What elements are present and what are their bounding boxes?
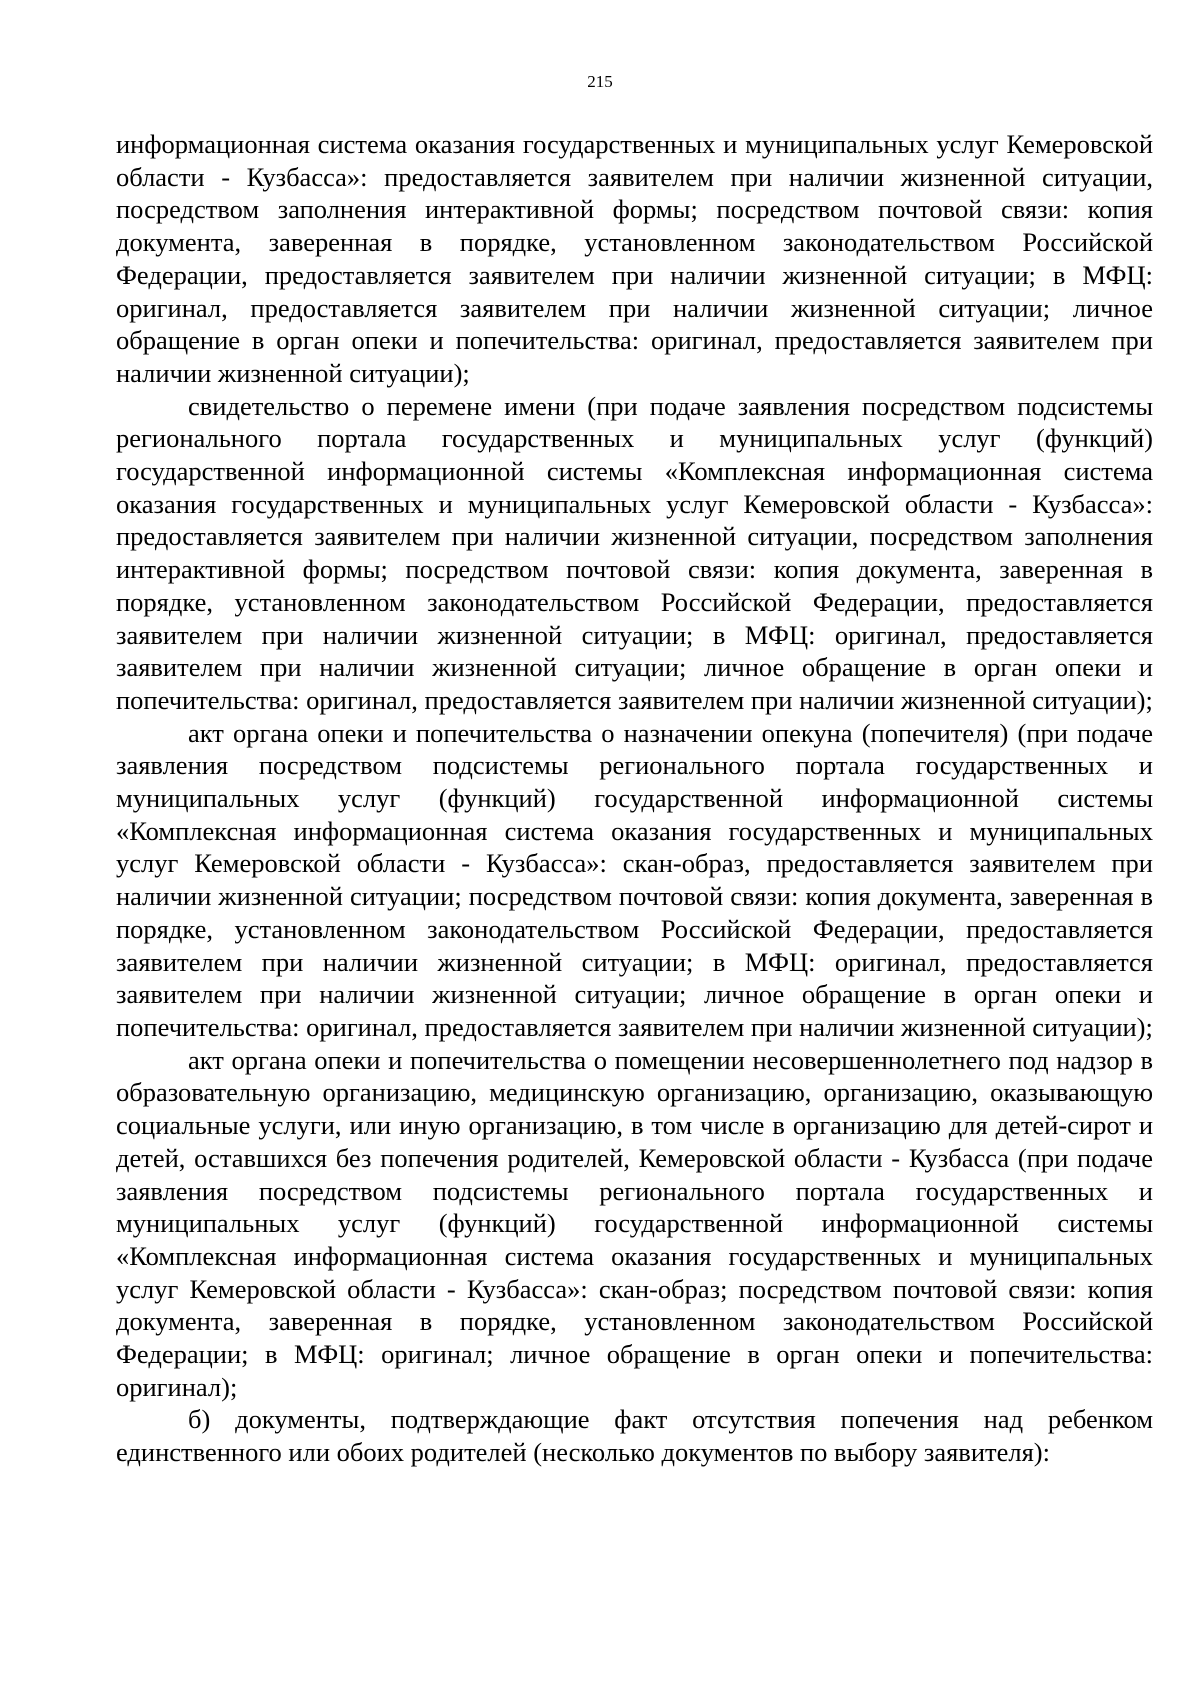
paragraph-name-change-certificate: свидетельство о перемене имени (при подаче заявления посредством подсистемы регионального портала государственных и муниципальных услуг (функций) государственной информационной системы «Комплексная информационная система оказания государственных и муниципальных услуг Кемеровской области - Кузбасса»: предоставляется заявителем при наличии жизненной ситуации, посредством заполнения интерактивной формы; посредством почтовой связи: копия документа, заверенная в порядке, установленном законодательством Российской Федерации, предоставляется заявителем при наличии жизненной ситуации; в МФЦ: оригинал, предоставляется заявителем при наличии жизненной ситуации; личное обращение в орган опеки и попечительства: оригинал, предоставляется заявителем при наличии жизненной ситуации); xyxy=(116,390,1153,715)
document-body xyxy=(116,128,1153,1469)
paragraph-supervision-placement-act: акт органа опеки и попечительства о помещении несовершеннолетнего под надзор в образовательную организацию, медицинскую организацию, организацию, оказывающую социальные услуги, или иную организацию, в том числе в организацию для детей-сирот и детей, оставшихся без попечения родителей, Кемеровской области - Кузбасса (при подаче заявления посредством подсистемы регионального портала государственных и муниципальных услуг (функций) государственной информационной системы «Комплексная информационная система оказания государственных и муниципальных услуг Кемеровской области - Кузбасса»: скан-образ; посредством почтовой связи: копия документа, заверенная в порядке, установленном законодательством Российской Федерации; в МФЦ: оригинал; личное обращение в орган опеки и попечительства: оригинал); xyxy=(116,1044,1153,1402)
paragraph-item-b: б) документы, подтверждающие факт отсутствия попечения над ребенком единственного или обоих родителей (несколько документов по выбору заявителя): xyxy=(116,1404,1153,1468)
page-number: 215 xyxy=(587,72,613,91)
paragraph-continuation: информационная система оказания государственных и муниципальных услуг Кемеровской области - Кузбасса»: предоставляется заявителем при наличии жизненной ситуации, посредством заполнения интерактивной формы; посредством почтовой связи: копия документа, заверенная в порядке, установленном законодательством Российской Федерации, предоставляется заявителем при наличии жизненной ситуации; в МФЦ: оригинал, предоставляется заявителем при наличии жизненной ситуации; личное обращение в орган опеки и попечительства: оригинал, предоставляется заявителем при наличии жизненной ситуации); xyxy=(116,129,1153,388)
paragraph-guardian-appointment-act: акт органа опеки и попечительства о назначении опекуна (попечителя) (при подаче заявления посредством подсистемы регионального портала государственных и муниципальных услуг (функций) государственной информационной системы «Комплексная информационная система оказания государственных и муниципальных услуг Кемеровской области - Кузбасса»: скан-образ, предоставляется заявителем при наличии жизненной ситуации; посредством почтовой связи: копия документа, заверенная в порядке, установленном законодательством Российской Федерации, предоставляется заявителем при наличии жизненной ситуации; в МФЦ: оригинал, предоставляется заявителем при наличии жизненной ситуации; личное обращение в орган опеки и попечительства: оригинал, предоставляется заявителем при наличии жизненной ситуации); xyxy=(116,717,1153,1042)
